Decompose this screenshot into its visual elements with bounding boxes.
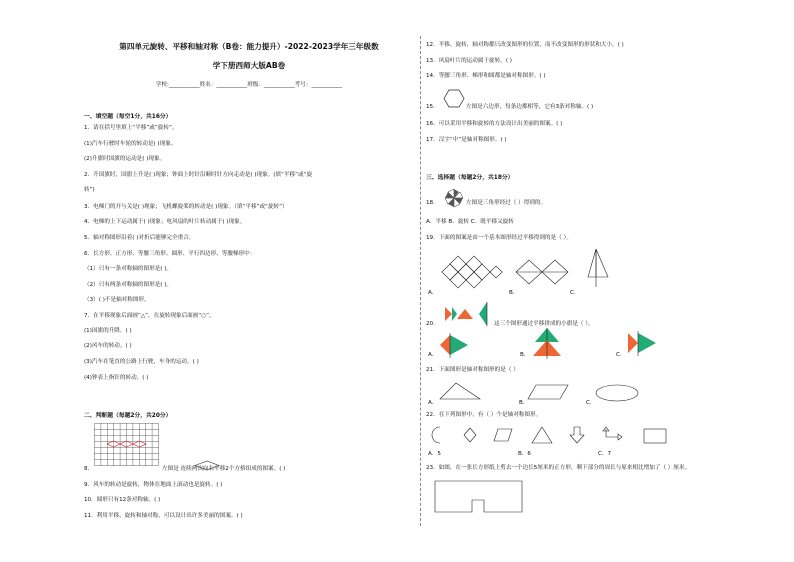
q20-option-a-label[interactable]: A．: [428, 352, 438, 358]
q19-option-c-label[interactable]: C．: [570, 290, 580, 296]
left-column: [84, 0, 414, 562]
q20-option-a-figure: [438, 331, 470, 359]
q20-option-b-label[interactable]: B．: [520, 352, 530, 358]
question-1-1: (1)汽车行驶时车轮的转动是( )现象。: [84, 141, 177, 147]
student-info: 学校:___________姓名：___________班级：___________考号：___________: [155, 82, 343, 88]
q22-option-a[interactable]: A．5: [428, 451, 441, 457]
question-15-text: 左图是六边形，每条边都相等，它有3条对称轴。( ): [466, 104, 594, 110]
q21-option-a-label[interactable]: A．: [428, 400, 438, 406]
question-20-text: 这三个图形通过平移拼成的小旗是（ ）。: [494, 321, 594, 327]
question-14: 14．等腰三角形、梯形和圆都是轴对称图形。( ): [426, 73, 546, 79]
question-18-number: 18．: [426, 200, 439, 206]
q21-option-c-label[interactable]: C．: [586, 400, 596, 406]
question-11: 11．利用平移、旋转和轴对称，可以设计出许多美丽的图案。( ): [84, 513, 243, 519]
question-23: 23．如图，在一张长方形纸上剪去一个边长5厘米的正方形，剩下部分的周长与原来相比增加了（ ）厘米。: [426, 465, 691, 471]
question-6-3: （3）( )不是轴对称图形。: [84, 297, 150, 303]
q19-option-c-figure: [586, 247, 610, 289]
question-20-number: 20．: [426, 321, 439, 327]
q22-option-b[interactable]: B．6: [518, 451, 531, 457]
q20-option-b-figure: [530, 326, 564, 360]
page-title-line2: 学下册西师大版AB卷: [212, 61, 286, 70]
question-10: 10．圆形只有12条对称轴。( ): [84, 497, 161, 503]
question-13: 13．风扇叶片的运动属于旋转。( ): [426, 58, 512, 64]
question-8-number: 8．: [84, 466, 94, 472]
q19-option-a-label[interactable]: A．: [428, 290, 438, 296]
page-title-line1: 第四单元旋转、平移和轴对称（B卷：能力提升）-2022-2023学年三年级数: [119, 42, 379, 51]
question-4: 4．电梯的上下运动属于( )现象；电风扇的叶片转动属于( )现象。: [84, 219, 246, 225]
question-18-text: 左图是三角形经过（ ）得到的。: [466, 200, 547, 206]
question-7-2: (2)风车的转动。( ): [84, 343, 132, 349]
section-judge-heading: 二、判断题（每题2分，共20分）: [84, 413, 172, 419]
question-22: 22．在下列图形中，有（ ）个是轴对称图形。: [426, 412, 542, 418]
q21-option-c-ellipse: [594, 383, 640, 403]
q8-diamond-icon: [194, 460, 220, 471]
q19-option-b-label[interactable]: B．: [509, 290, 519, 296]
q19-option-a-figure: [440, 255, 504, 289]
question-7-3: (3)汽车在笔直的公路上行驶，车身的运动。( ): [84, 359, 199, 365]
question-21: 21．下面图形是轴对称图形的是（ ）: [426, 367, 519, 373]
question-17: 17．汉字“中”是轴对称图形。( ): [426, 137, 507, 143]
question-18-options: A．平移 B．旋转 C．既平移又旋转: [426, 219, 514, 225]
pinwheel-icon: [443, 187, 465, 209]
section-choice-heading: 三、选择题（每题2分，共18分）: [426, 175, 514, 181]
q22-option-c[interactable]: C．7: [598, 451, 612, 457]
q21-option-b-parallelogram: [526, 383, 570, 401]
question-9: 9．风车的转动是旋转，物体在地面上滚动也是旋转。( ): [84, 482, 223, 488]
hexagon-icon: [443, 89, 465, 108]
q8-grid-figure: [94, 423, 160, 467]
question-19: 19．下面的图案是由一个基本图形经过平移得到的是（ ）。: [426, 235, 572, 241]
right-column: [426, 0, 766, 562]
column-divider: [420, 36, 421, 526]
question-8-text: 左图是 连续两次向右平移2个方格组成的图案。( ): [162, 466, 286, 472]
section-fill-heading: 一、填空题（每空1分，共16分）: [84, 114, 172, 120]
question-6-1: （1）只有一条对称轴的图形是( )。: [84, 266, 173, 272]
q23-rectangle-figure: [434, 480, 524, 514]
q21-option-a-triangle: [438, 381, 482, 401]
question-6-2: （2）只有两条对称轴的图形是( )。: [84, 282, 173, 288]
question-7: 7．在平移现象后面画“△”，在旋转现象后面画“○”。: [84, 313, 215, 319]
question-7-4: (4)钟表上指针的转动。( ): [84, 375, 149, 381]
question-15-number: 15．: [426, 104, 439, 110]
question-2: 2．升国旗时，国旗上升是( )现象；钟面上时针沿顺时针方向走动是( )现象。(填“平移”或“旋: [84, 172, 313, 178]
q20-option-c-label[interactable]: C．: [616, 352, 626, 358]
question-6: 6．长方形、正方形、等腰三角形、圆形、平行四边形、等腰梯形中：: [84, 251, 256, 257]
question-5: 5．轴对称图形沿着( )对折后能够完全重合。: [84, 235, 195, 241]
q20-flag-pieces: [443, 301, 495, 327]
q21-option-b-label[interactable]: B．: [519, 400, 529, 406]
q22-shapes-row: [430, 425, 670, 445]
question-12: 12．平移、旋转、轴对称都只改变图形的位置，而不改变图形的形状和大小。( ): [426, 42, 624, 48]
q19-option-b-figure: [514, 259, 574, 285]
question-16: 16．可以采用平移和旋转的方法设计出美丽的图案。( ): [426, 121, 563, 127]
question-3: 3．电梯门的开与关是( )现象；飞机螺旋桨的转动是( )现象。（填“平移”或“旋转”）: [84, 204, 288, 210]
question-7-1: (1)国旗的升降。( ): [84, 328, 132, 334]
question-2-cont: 转”): [84, 187, 95, 193]
question-1: 1．请在括号里填上“平移”或“旋转”。: [84, 125, 178, 131]
q20-option-c-figure: [626, 329, 658, 357]
question-1-2: (2)升旗时国旗的运动是( )现象。: [84, 156, 166, 162]
